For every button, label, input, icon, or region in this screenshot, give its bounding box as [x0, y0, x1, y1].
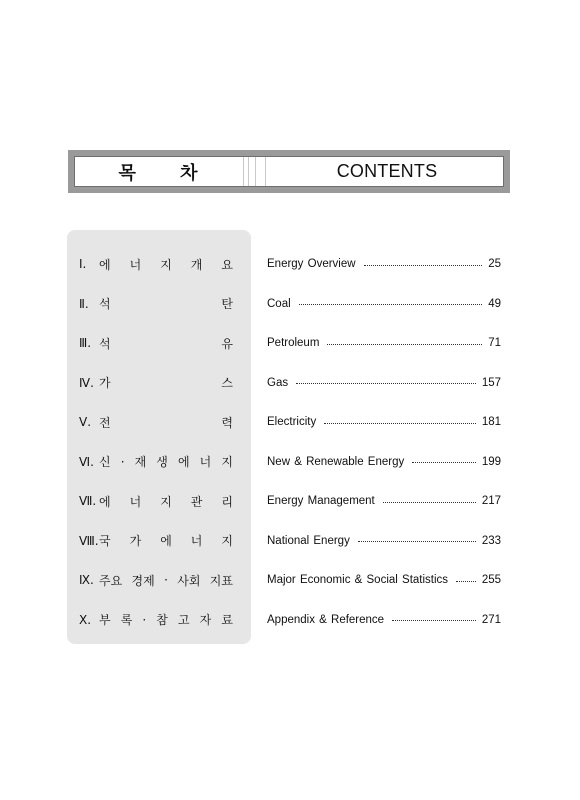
chapter-numeral: Ⅹ. — [79, 612, 92, 627]
korean-title-char: 국 — [99, 534, 111, 548]
chapter-numeral: Ⅱ. — [79, 296, 89, 311]
chapter-korean-title — [99, 572, 233, 589]
chapter-numeral: Ⅸ. — [79, 573, 94, 587]
korean-title-char: 탄 — [221, 297, 233, 311]
chapter-page-number: 255 — [481, 574, 501, 586]
chapter-korean-title — [99, 335, 233, 352]
korean-title-char: 유 — [221, 336, 233, 351]
korean-title-char: · — [142, 612, 147, 627]
chapter-korean-row[interactable] — [79, 373, 233, 393]
chapter-numeral: Ⅶ. — [79, 494, 97, 508]
chapter-english-row[interactable] — [267, 570, 501, 590]
banner-divider — [243, 157, 244, 186]
dot-leader — [456, 581, 476, 582]
korean-title-char: 지표 — [209, 573, 233, 588]
dot-leader — [358, 541, 476, 542]
korean-title-char: 사회 — [177, 573, 201, 588]
chapter-korean-title — [99, 532, 233, 549]
chapter-korean-row[interactable] — [79, 610, 233, 630]
chapter-page-number: 233 — [481, 534, 501, 547]
banner-frame — [74, 156, 504, 187]
chapter-english-title: Gas — [267, 376, 289, 389]
chapter-korean-row[interactable] — [79, 531, 233, 551]
chapter-english-title: Coal — [267, 297, 291, 310]
korean-title-char: 가 — [129, 534, 142, 548]
chapter-korean-title — [99, 256, 233, 273]
korean-title-char: 너 — [129, 257, 142, 272]
korean-title-char: · — [164, 573, 168, 587]
chapter-page-number: 271 — [481, 613, 501, 626]
chapter-numeral: Ⅷ. — [79, 533, 99, 548]
chapter-korean-title — [99, 374, 233, 391]
dot-leader — [327, 344, 482, 345]
korean-title-char: 참 — [156, 613, 168, 627]
korean-title-char: 지 — [160, 494, 172, 509]
chapter-numeral: Ⅴ. — [79, 415, 92, 429]
dot-leader — [296, 383, 476, 384]
korean-title-char: 고 — [177, 613, 190, 627]
dot-leader — [383, 502, 476, 503]
chapter-english-row[interactable] — [267, 610, 501, 630]
chapter-page-number: 217 — [481, 495, 501, 507]
chapter-page-number: 49 — [488, 297, 501, 310]
dot-leader — [324, 423, 476, 424]
korean-title-char: 너 — [190, 534, 203, 548]
korean-title-char: 력 — [221, 415, 233, 430]
korean-title-char: 재 — [134, 455, 147, 469]
chapter-korean-row[interactable] — [79, 254, 233, 274]
contents-header-banner — [68, 150, 510, 193]
korean-title-char: 스 — [221, 376, 233, 390]
chapter-korean-title — [99, 453, 233, 470]
english-title: CONTENTS — [336, 161, 438, 181]
chapter-english-row[interactable] — [267, 412, 501, 432]
chapter-english-title: Energy Management — [267, 495, 375, 507]
korean-title-char: 부 — [99, 613, 111, 627]
chapter-numeral: Ⅰ. — [79, 257, 87, 271]
chapter-english-title: New & Renewable Energy — [267, 455, 405, 468]
chapter-page-number: 157 — [481, 376, 501, 389]
chapter-numeral: Ⅲ. — [79, 336, 92, 350]
korean-title-char: 지 — [221, 455, 233, 469]
chapter-english-row[interactable] — [267, 373, 501, 393]
korean-title-char: 록 — [120, 613, 133, 627]
korean-title-char: 석 — [99, 297, 111, 311]
korean-title-char: 너 — [129, 494, 142, 509]
korean-title-char: 지 — [221, 534, 233, 548]
chapter-numeral: Ⅵ. — [79, 454, 94, 469]
chapter-english-row[interactable] — [267, 254, 501, 274]
dot-leader — [412, 462, 476, 463]
banner-divider — [248, 157, 249, 186]
chapter-page-number: 181 — [481, 416, 501, 428]
chapter-english-row[interactable] — [267, 333, 501, 353]
korean-title-char: 석 — [99, 336, 111, 351]
korean-title-char: 가 — [99, 376, 111, 390]
chapter-korean-row[interactable] — [79, 570, 233, 590]
banner-divider — [255, 157, 256, 186]
chapter-english-row[interactable] — [267, 491, 501, 511]
korean-title: 목 차 — [118, 162, 200, 184]
chapter-korean-row[interactable] — [79, 333, 233, 353]
chapter-korean-row[interactable] — [79, 294, 233, 314]
korean-title-char: 에 — [177, 455, 190, 469]
korean-title-char: 전 — [99, 415, 111, 430]
chapter-english-row[interactable] — [267, 294, 501, 314]
korean-title-char: 에 — [99, 257, 111, 272]
chapter-english-title: Major Economic & Social Statistics — [267, 574, 449, 586]
korean-title-char: 신 — [99, 455, 111, 469]
dot-leader — [364, 265, 483, 266]
chapter-english-title: National Energy — [267, 534, 350, 547]
chapter-korean-row[interactable] — [79, 491, 233, 511]
korean-title-char: 리 — [221, 494, 233, 509]
korean-title-char: 너 — [199, 455, 212, 469]
chapter-korean-row[interactable] — [79, 452, 233, 472]
korean-chapter-panel — [67, 230, 251, 644]
chapter-english-title: Energy Overview — [267, 258, 356, 270]
chapter-page-number: 199 — [481, 455, 501, 468]
korean-title-char: 주요 — [99, 573, 123, 588]
korean-title-char: 자 — [199, 613, 212, 627]
chapter-english-title: Appendix & Reference — [267, 613, 385, 626]
korean-title-char: 요 — [221, 257, 233, 272]
chapter-korean-title — [99, 414, 233, 431]
chapter-english-row[interactable] — [267, 452, 501, 472]
korean-title-char: 료 — [221, 613, 233, 627]
korean-title-char: · — [120, 454, 125, 469]
dot-leader — [299, 304, 483, 305]
korean-title-char: 관 — [190, 494, 203, 509]
chapter-numeral: Ⅳ. — [79, 375, 94, 390]
chapter-korean-title — [99, 493, 233, 510]
korean-title-char: 에 — [99, 494, 111, 509]
chapter-korean-title — [99, 295, 233, 312]
chapter-english-title: Electricity — [267, 416, 317, 428]
korean-title-char: 개 — [190, 257, 203, 272]
dot-leader — [392, 620, 476, 621]
chapter-page-number: 71 — [488, 337, 501, 349]
chapter-korean-row[interactable] — [79, 412, 233, 432]
korean-title-char: 지 — [160, 257, 172, 272]
chapter-korean-title — [99, 611, 233, 628]
chapter-page-number: 25 — [488, 258, 501, 270]
chapter-english-title: Petroleum — [267, 337, 320, 349]
chapter-english-row[interactable] — [267, 531, 501, 551]
banner-divider — [265, 157, 266, 186]
korean-title-char: 경제 — [131, 573, 155, 588]
korean-title-char: 생 — [156, 455, 168, 469]
korean-title-char: 에 — [160, 534, 172, 548]
